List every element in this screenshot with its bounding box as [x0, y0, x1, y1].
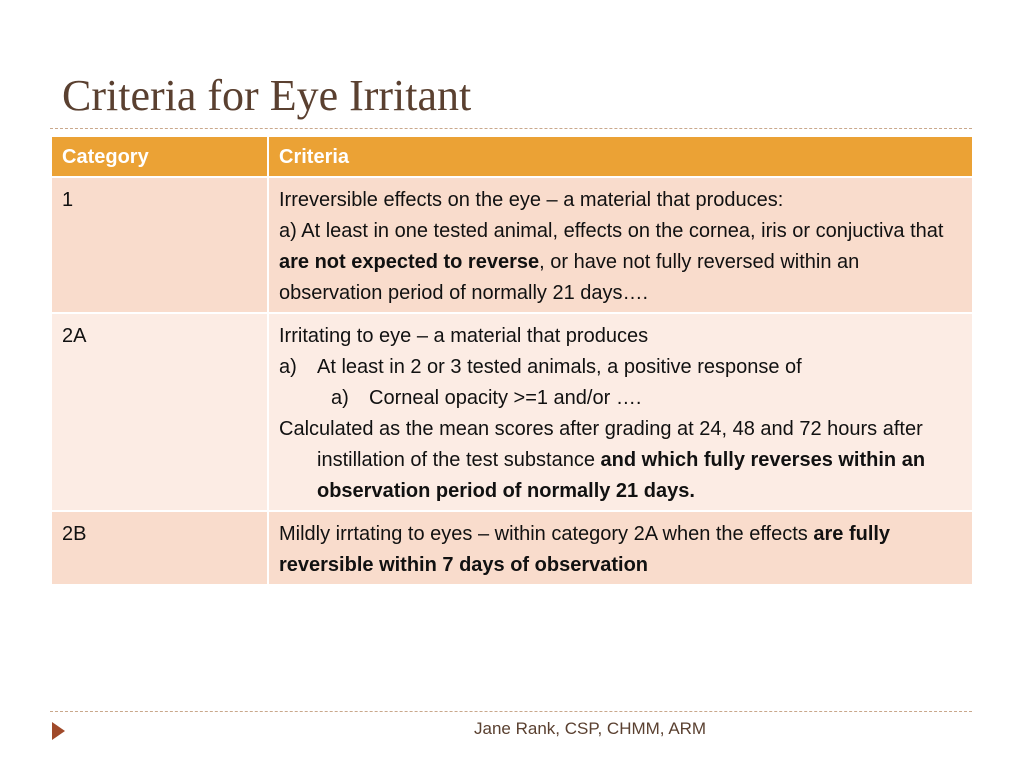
criteria-emphasis: and which fully reverses within an observation period of normally 21 days. — [317, 449, 926, 502]
footer-author: Jane Rank, CSP, CHMM, ARM — [474, 719, 707, 738]
criteria-cell — [268, 177, 972, 313]
list-marker: a) — [279, 356, 297, 378]
criteria-text: Irritating to eye – a material that produces — [279, 325, 649, 347]
criteria-text-part: Mildly irrtating to eyes – within category 2A when the effects — [279, 523, 814, 545]
category-cell: 2A — [52, 313, 268, 511]
criteria-text — [279, 216, 962, 309]
criteria-text-part: a) At least in one tested animal, effects on the cornea, iris or conjuctiva that — [279, 220, 944, 242]
table-header-row — [52, 137, 972, 177]
header-criteria: Criteria — [268, 137, 972, 177]
slide-title: Criteria for Eye Irritant — [62, 71, 472, 120]
criteria-emphasis: are fully reversible within 7 days of observation — [279, 523, 891, 576]
table-row — [52, 313, 972, 511]
criteria-text-part: Calculated as the mean scores after grading at 24, 48 and 72 hours after instillation of the test substance — [279, 418, 923, 471]
list-marker: a) — [331, 387, 349, 409]
category-cell: 2B — [52, 511, 268, 584]
title-divider — [50, 128, 972, 129]
criteria-emphasis: are not expected to reverse — [279, 251, 540, 273]
criteria-table — [52, 137, 972, 584]
table-row — [52, 177, 972, 313]
criteria-cell — [268, 511, 972, 584]
sub-list-item — [279, 383, 962, 414]
header-category: Category — [52, 137, 268, 177]
list-item — [279, 352, 962, 383]
criteria-text — [279, 414, 962, 507]
list-item-text: At least in 2 or 3 tested animals, a positive response of — [317, 356, 802, 378]
category-cell: 1 — [52, 177, 268, 313]
list-item-text: Corneal opacity >=1 and/or …. — [369, 387, 642, 409]
criteria-text: Irreversible effects on the eye – a material that produces: — [279, 189, 784, 211]
triangle-right-icon — [52, 722, 65, 740]
criteria-cell — [268, 313, 972, 511]
footer-divider — [50, 711, 972, 712]
table-row — [52, 511, 972, 584]
criteria-text-part: , or have not fully reversed within an observation period of normally 21 days…. — [279, 251, 860, 304]
criteria-text — [279, 519, 962, 581]
